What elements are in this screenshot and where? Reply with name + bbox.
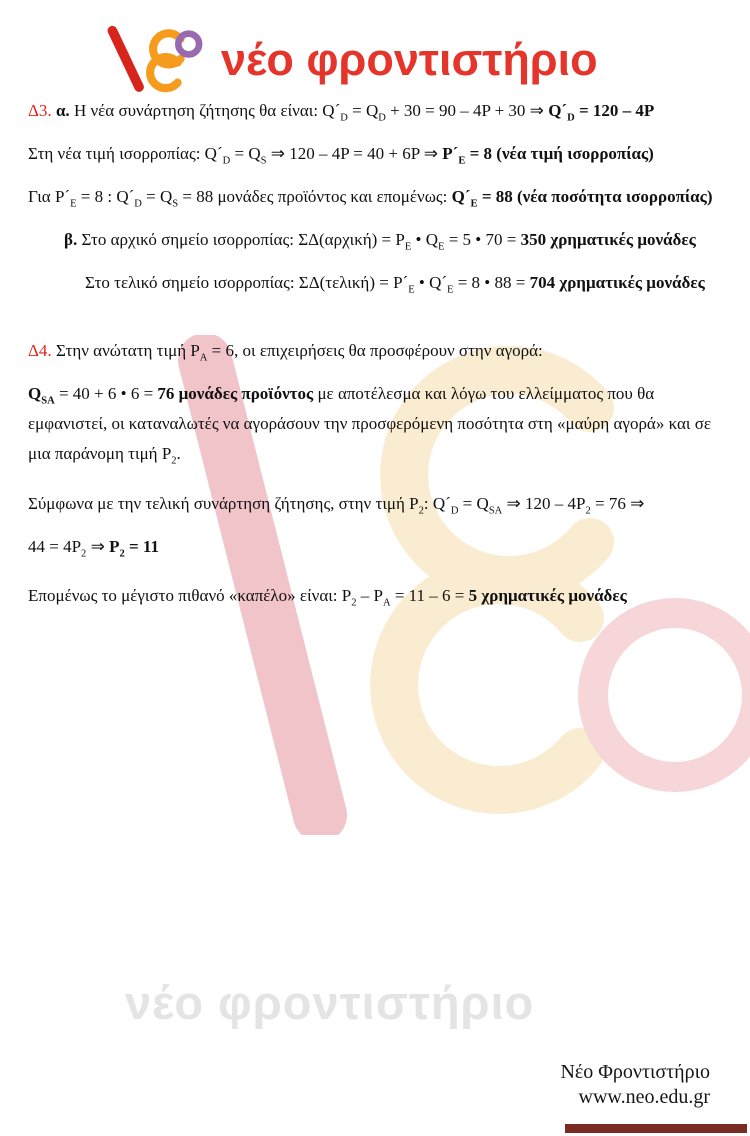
paragraph-d4-conclusion: Επομένως το μέγιστο πιθανό «καπέλο» είναι: $P_2 - P_A = 11 - 6 = 5$ χρηματικές μονάδες: [28, 586, 627, 609]
footer-org: Νέο Φροντιστήριο: [560, 1061, 710, 1083]
paragraph-d3a-demand: Δ3. α. Η νέα συνάρτηση ζήτησης θα είναι: $Q´_D = Q_D + 30 = 90 - 4P + 30$ ⇒ $Q´_D = 120 - 4P$: [28, 101, 655, 124]
watermark-ring: [593, 613, 750, 777]
paragraph-d3b-initial: β. Στο αρχικό σημείο ισορροπίας: $\Sigma\Delta(\alpha\rho\chi\iota\kappa ή) = P_E$ • $Q_E = 5$ • 70 = 350 χρηματικές μονάδες: [64, 230, 696, 253]
footer-url: www.neo.edu.gr: [578, 1086, 710, 1108]
solution-text: [28, 96, 728, 624]
footer: [560, 1060, 710, 1110]
paragraph-d3a-equilibrium-price: Στη νέα τιμή ισορροπίας: $Q´_D = Q_S$ ⇒ 120 – 4P = 40 + 6P ⇒ $P´_E = 8$ (νέα τιμή ισορροπίας): [28, 144, 654, 167]
logo-mark-icon: [105, 24, 205, 96]
text-watermark: νέο φροντιστήριο: [125, 976, 535, 1029]
paragraph-d4-black-market: Σύμφωνα με την τελική συνάρτηση ζήτησης, στην τιμή $P_2$: $Q´_D = Q_{SA}$ ⇒ $120 - 4P_2 = 76$ ⇒ $44 = 4P_2$ ⇒ $P_2 = 11$: [28, 494, 645, 560]
logo-text: νέο φροντιστήριο: [221, 34, 598, 85]
logo-ring: [178, 34, 199, 55]
logo: [105, 24, 598, 96]
footer-accent-bar: [565, 1124, 747, 1133]
paragraph-d4-intro: Δ4. Στην ανώτατη τιμή $P_A = 6$, οι επιχειρήσεις θα προσφέρουν στην αγορά:: [28, 341, 543, 364]
paragraph-d3a-equilibrium-quantity: Για $P´_E = 8$ : $Q´_D = Q_S = 88$ μονάδες προϊόντος και επομένως: $Q´_E = 88$ (νέα ποσότητα ισορροπίας): [28, 187, 713, 210]
paragraph-d4-supply: $Q_{SA} = 40 + 6$ • 6 = 76 μονάδες προϊόντος με αποτέλεσμα και λόγω του ελλείμματος που θα εμφανιστεί, οι καταναλωτές να αγοράσουν την προσφερόμενη ποσότητα στη «μαύρη αγορά» και σε μια παράνομη τιμή $P_2$.: [28, 384, 712, 467]
logo-slash: [112, 31, 139, 87]
paragraph-d3b-final: Στο τελικό σημείο ισορροπίας: $\Sigma\Delta(\tau\varepsilon\lambda\iota\kappa ή) = P´_E$ • $Q´_E = 8$ • 88 = 704 χρηματικές μονάδες: [85, 273, 705, 296]
